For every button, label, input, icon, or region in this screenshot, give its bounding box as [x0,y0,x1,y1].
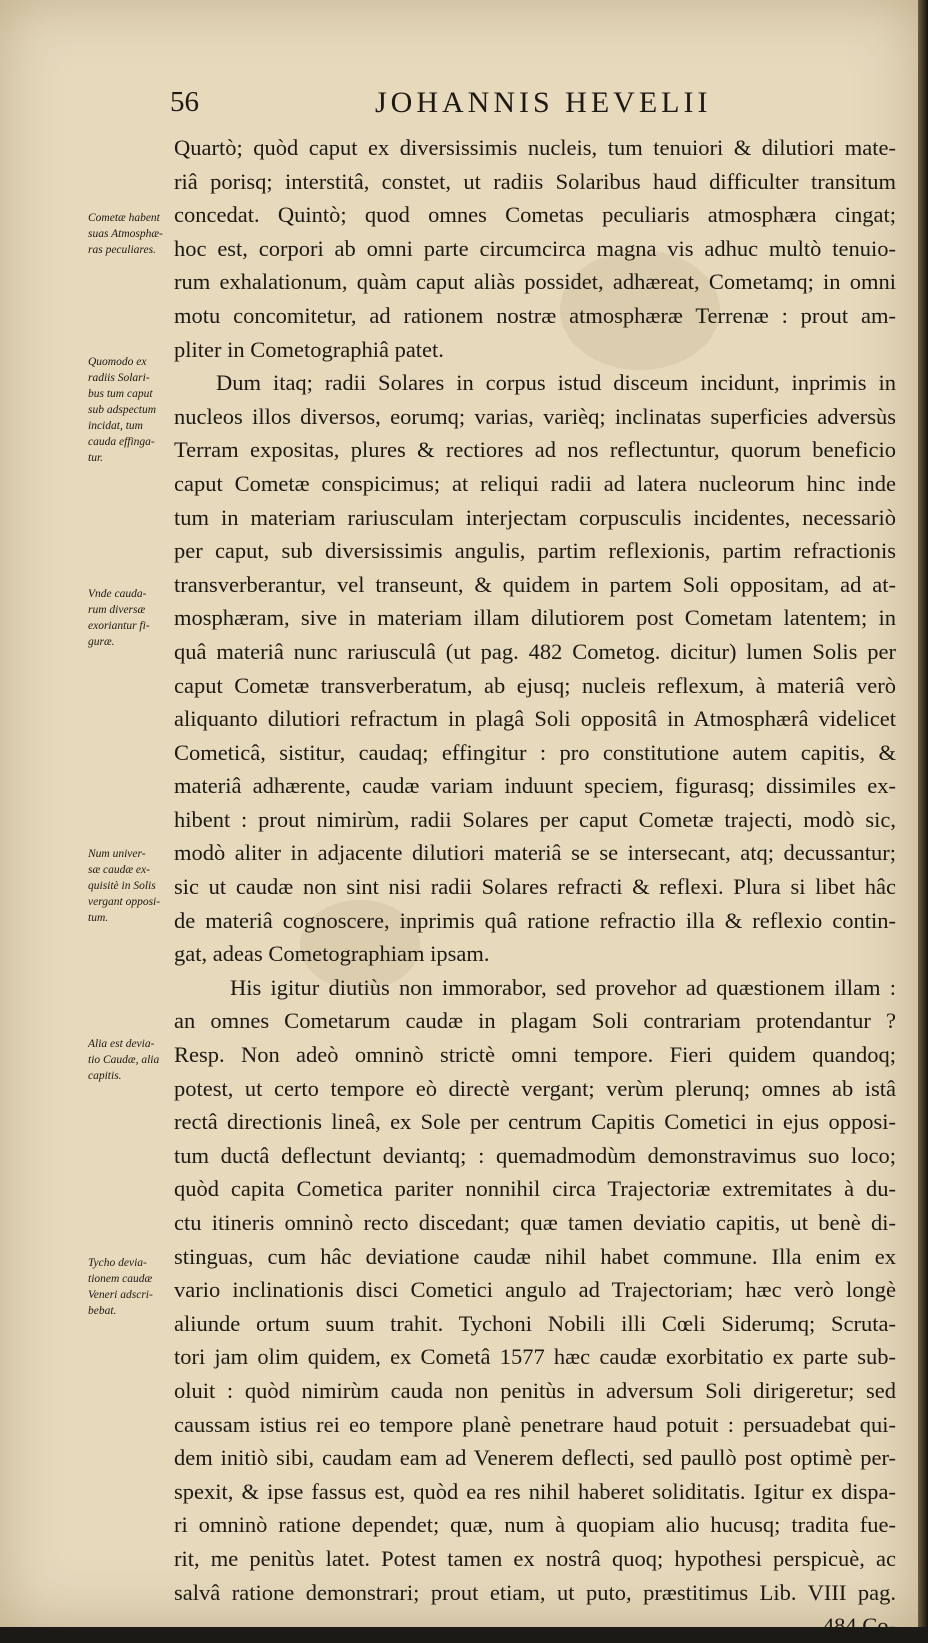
text-line: salvâ ratione demonstrari; prout etiam, ut puto, præstitimus Lib. VIII pag. [174,1579,896,1605]
page-edge [918,0,928,1627]
margin-note [88,1036,170,1084]
text-line: motu concomitetur, ad rationem nostræ atmosphæræ Terrenæ : prout am- [174,302,896,328]
margin-note-line: quisitè in Solis [88,880,156,892]
text-line: vario inclinationis disci Cometici angulo ad Trajectoriam; hæc verò longè [174,1277,896,1303]
text-line: Resp. Non adeò omninò strictè omni tempore. Fieri quidem quandoq; [174,1042,896,1068]
margin-note-line: vergant opposi- [88,896,161,908]
margin-note-line: radiis Solari- [88,372,150,384]
margin-note [88,846,170,926]
text-line: oluit : quòd nimirùm cauda non penitùs in adversum Soli dirigeretur; sed [174,1377,896,1403]
margin-note-line: exoriantur fi- [88,620,150,632]
text-line: nucleos illos diversos, eorumq; varias, varièq; inclinatas superficies adversùs [174,403,896,429]
margin-note-line: incidat, tum [88,420,143,432]
text-line: ri omninò ratione dependet; quæ, num à quopiam alio hucusq; tradita fue- [174,1512,896,1538]
running-title: JOHANNIS HEVELII [375,86,712,119]
margin-note-line: capitis. [88,1070,122,1082]
margin-note-line: guræ. [88,636,115,648]
text-line: rectâ directionis lineâ, ex Sole per centrum Capitis Cometici in ejus opposi- [174,1109,896,1135]
text-line: an omnes Cometarum caudæ in plagam Soli contrariam protendantur ? [174,1008,896,1034]
text-line: materiâ adhærente, caudæ variam induunt speciem, figurasq; dissimiles ex- [174,773,896,799]
text-line: Quartò; quòd caput ex diversissimis nucleis, tum tenuiori & dilutiori mate- [174,135,896,160]
text-line: per caput, sub diversissimis angulis, partim reflexionis, partim refractionis [174,538,896,564]
margin-note-line: rum diversæ [88,604,146,616]
text-line: concedat. Quintò; quod omnes Cometas peculiaris atmosphæra cingat; [174,202,896,228]
margin-note-line: Veneri adscri- [88,1289,153,1301]
text-line: rum exhalationum, quàm caput aliàs possidet, adhæreat, Cometamq; in omni [174,269,896,295]
page-header [170,86,900,130]
margin-note-line: suas Atmosphæ- [88,228,163,240]
text-line: aliquanto dilutiori refractum in plagâ Soli oppositâ in Atmosphærâ videlicet [174,706,896,732]
margin-note-line: Tycho devia- [88,1257,147,1269]
text-line: hoc est, corpori ab omni parte circumcirca magna vis adhuc multò tenuio- [174,235,896,261]
text-line: ctu itineris omninò recto discedant; quæ tamen deviatio capitis, ut benè di- [174,1210,896,1235]
margin-note-line: tur. [88,452,104,464]
margin-note-line: sæ caudæ ex- [88,864,150,876]
text-line: mosphæram, sive in materiam illam dilutiorem post Cometam latentem; in [174,605,896,631]
text-line: potest, ut certo tempore eò directè vergant; verùm plerunq; omnes ab istâ [174,1075,896,1101]
text-line: tum in materiam rariusculam interjectam corpusculis incidentes, necessariò [174,504,896,530]
margin-note [88,1255,170,1319]
margin-note-line: sub adspectum [88,404,157,416]
margin-note [88,586,170,650]
margin-note-line: tio Caudæ, alia [88,1054,160,1066]
margin-note [88,210,170,258]
text-line: hibent : prout nimirùm, radii Solares per caput Cometæ trajecti, modò sic, [174,806,896,832]
text-line: spexit, & ipse fassus est, quòd ea res nihil haberet soliditatis. Igitur ex dispa- [174,1478,896,1504]
text-line: His igitur diutiùs non immorabor, sed provehor ad quæstionem illam : [230,974,896,1000]
text-line: tori jam olim quidem, ex Cometâ 1577 hæc caudæ exorbitatio ex parte sub- [174,1344,896,1370]
catchword: 484 Co- [822,1613,896,1639]
margin-note-line: Vnde cauda- [88,588,147,600]
text-line: caput Cometæ conspicimus; at reliqui radii ad latera nucleorum hinc inde [174,470,896,496]
margin-note-line: ras peculiares. [88,244,156,256]
margin-note-line: cauda effinga- [88,436,155,448]
margin-note-line: Num univer- [88,848,146,860]
body-text [174,131,896,1643]
text-line: dem initiò sibi, caudam eam ad Venerem deflecti, sed paullò post optimè per- [174,1445,896,1471]
text-line: riâ porisq; interstitâ, constet, ut radiis Solaribus haud difficulter transitum [174,168,896,194]
text-line: quâ materiâ nunc rariusculâ (ut pag. 482 Cometog. dicitur) lumen Solis per [174,638,896,664]
text-line: quòd capita Cometica pariter nonnihil circa Trajectoriæ extremitates à du- [174,1176,896,1202]
text-line: modò aliter in adjacente dilutiori materiâ se se intersecant, atq; decussantur; [174,840,896,866]
text-line: transverberantur, vel transeunt, & quidem in partem Soli oppositam, ad at- [174,571,896,597]
text-line: gat, adeas Cometographiam ipsam. [174,941,490,967]
margin-note [88,354,170,466]
text-line: Dum itaq; radii Solares in corpus istud disceum incidunt, inprimis in [216,370,896,396]
margin-note-line: tionem caudæ [88,1273,153,1285]
text-line: aliunde ortum suum trahit. Tychoni Nobili illi Cœli Siderumq; Scruta- [174,1310,896,1336]
margin-note-line: tum. [88,912,109,924]
text-line: pliter in Cometographiâ patet. [174,336,444,362]
text-line: sic ut caudæ non sint nisi radii Solares refracti & reflexi. Plura si libet hâc [174,874,896,900]
text-line: stinguas, cum hâc deviatione caudæ nihil habet commune. Illa enim ex [174,1243,896,1269]
text-line: caussam istius rei eo tempore planè penetrare haud potuit : persuadebat qui- [174,1411,896,1437]
text-line: Cometicâ, sistitur, caudaq; effingitur : pro constitutione autem capitis, & [174,739,896,765]
page-number: 56 [170,86,199,118]
text-line: de materiâ cognoscere, inprimis quâ ratione refractio illa & reflexio contin- [174,907,896,933]
margin-note-line: bus tum caput [88,388,153,400]
text-line: tum ductâ deflectunt deviantq; : quemadmodùm demonstravimus suo loco; [174,1142,896,1168]
text-line: caput Cometæ transverberatum, ab ejusq; nucleis reflexum, à materiâ verò [174,672,896,698]
text-line: Terram expositas, plures & rectiores ad nos reflectuntur, quorum beneficio [174,437,896,463]
margin-note-line: Cometæ habent [88,212,160,224]
margin-note-line: bebat. [88,1305,117,1317]
text-line: rit, me penitùs latet. Potest tamen ex nostrâ quoq; hypothesi perspicuè, ac [174,1545,896,1571]
margin-note-line: Alia est devia- [88,1038,155,1050]
margin-note-line: Quomodo ex [88,356,147,368]
